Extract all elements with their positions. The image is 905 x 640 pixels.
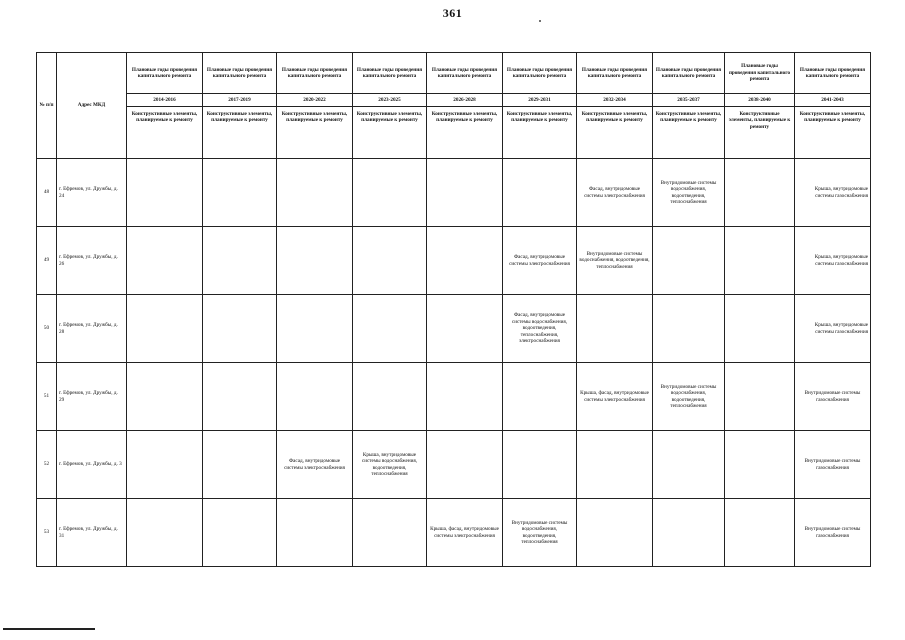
period-title: Плановые годы проведения капитального ремонта bbox=[427, 53, 503, 94]
repair-cell: Внутридомовые системы водоснабжения, водоотведения, теплоснабжения bbox=[653, 159, 725, 227]
table-row bbox=[37, 295, 871, 363]
repair-cell bbox=[725, 363, 795, 431]
repair-cell bbox=[127, 295, 203, 363]
row-address: г. Ефремов, ул. Дружбы, д. 3 bbox=[57, 431, 127, 499]
repair-cell: Внутридомовые системы газоснабжения bbox=[795, 363, 871, 431]
repair-cell bbox=[277, 499, 353, 567]
header-row-subtitles bbox=[37, 107, 871, 159]
period-title: Плановые годы проведения капитального ремонта bbox=[127, 53, 203, 94]
period-title: Плановые годы проведения капитального ремонта bbox=[795, 53, 871, 94]
repair-cell: Внутридомовые системы водоснабжения, водоотведения, теплоснабжения bbox=[653, 363, 725, 431]
period-subtitle: Конструктивные элементы, планируемые к ремонту bbox=[653, 107, 725, 159]
repair-cell bbox=[277, 227, 353, 295]
period-title: Плановые годы проведения капитального ремонта bbox=[277, 53, 353, 94]
period-subtitle: Конструктивные элементы, планируемые к ремонту bbox=[127, 107, 203, 159]
row-number: 53 bbox=[37, 499, 57, 567]
period-years: 2038-2040 bbox=[725, 94, 795, 107]
repair-cell: Крыша, внутридомовые системы водоснабжения, водоотведения, теплоснабжения bbox=[353, 431, 427, 499]
table-row bbox=[37, 499, 871, 567]
period-title: Плановые годы проведения капитального ремонта bbox=[577, 53, 653, 94]
repair-cell: Фасад, внутридомовые системы электроснабжения bbox=[277, 431, 353, 499]
repair-cell bbox=[127, 431, 203, 499]
period-subtitle: Конструктивные элементы, планируемые к ремонту bbox=[503, 107, 577, 159]
period-years: 2026-2028 bbox=[427, 94, 503, 107]
period-subtitle: Конструктивные элементы, планируемые к ремонту bbox=[577, 107, 653, 159]
period-years: 2035-2037 bbox=[653, 94, 725, 107]
repair-cell bbox=[503, 363, 577, 431]
row-address: г. Ефремов, ул. Дружбы, д. 29 bbox=[57, 363, 127, 431]
period-title: Плановые годы проведения капитального ремонта bbox=[653, 53, 725, 94]
capital-repair-schedule-table bbox=[36, 52, 871, 567]
period-years: 2029-2031 bbox=[503, 94, 577, 107]
repair-cell bbox=[277, 295, 353, 363]
repair-cell bbox=[277, 159, 353, 227]
repair-cell bbox=[427, 227, 503, 295]
period-years: 2041-2043 bbox=[795, 94, 871, 107]
repair-cell bbox=[577, 499, 653, 567]
repair-cell bbox=[203, 159, 277, 227]
period-title: Плановые годы проведения капитального ремонта bbox=[203, 53, 277, 94]
repair-cell bbox=[353, 295, 427, 363]
repair-cell: Внутридомовые системы газоснабжения bbox=[795, 499, 871, 567]
repair-cell bbox=[653, 295, 725, 363]
repair-cell bbox=[203, 431, 277, 499]
repair-cell bbox=[353, 227, 427, 295]
repair-cell bbox=[127, 227, 203, 295]
period-years: 2023-2025 bbox=[353, 94, 427, 107]
repair-cell bbox=[427, 431, 503, 499]
repair-cell: Крыша, внутридомовые системы газоснабжения bbox=[795, 227, 871, 295]
table-row bbox=[37, 159, 871, 227]
period-subtitle: Конструктивные элементы, планируемые к ремонту bbox=[353, 107, 427, 159]
repair-cell bbox=[653, 499, 725, 567]
repair-cell bbox=[353, 363, 427, 431]
row-number: 49 bbox=[37, 227, 57, 295]
repair-cell bbox=[577, 295, 653, 363]
repair-cell bbox=[127, 499, 203, 567]
period-years: 2014-2016 bbox=[127, 94, 203, 107]
table-row bbox=[37, 363, 871, 431]
repair-cell: Крыша, внутридомовые системы газоснабжения bbox=[795, 159, 871, 227]
table-row bbox=[37, 227, 871, 295]
column-header-address: Адрес МКД bbox=[57, 53, 127, 159]
repair-cell bbox=[653, 227, 725, 295]
row-number: 52 bbox=[37, 431, 57, 499]
repair-cell bbox=[127, 363, 203, 431]
row-number: 50 bbox=[37, 295, 57, 363]
repair-cell bbox=[203, 363, 277, 431]
page-number: 361 bbox=[442, 6, 463, 20]
repair-cell bbox=[277, 363, 353, 431]
repair-cell bbox=[203, 499, 277, 567]
repair-cell bbox=[427, 295, 503, 363]
period-years: 2020-2022 bbox=[277, 94, 353, 107]
repair-cell: Крыша, фасад, внутридомовые системы электроснабжения bbox=[577, 363, 653, 431]
header-row-years bbox=[37, 94, 871, 107]
table-row bbox=[37, 431, 871, 499]
repair-cell bbox=[725, 227, 795, 295]
repair-cell bbox=[725, 295, 795, 363]
repair-cell bbox=[427, 159, 503, 227]
repair-cell: Крыша, фасад, внутридомовые системы электроснабжения bbox=[427, 499, 503, 567]
header-row-titles bbox=[37, 53, 871, 94]
scan-speck bbox=[539, 20, 541, 22]
repair-cell: Внутридомовые системы газоснабжения bbox=[795, 431, 871, 499]
period-title: Плановые годы проведения капитального ремонта bbox=[725, 53, 795, 94]
repair-cell: Фасад, внутридомовые системы электроснабжения bbox=[503, 227, 577, 295]
period-years: 2032-2034 bbox=[577, 94, 653, 107]
repair-cell bbox=[653, 431, 725, 499]
repair-cell bbox=[203, 295, 277, 363]
repair-cell bbox=[725, 499, 795, 567]
row-number: 51 bbox=[37, 363, 57, 431]
row-address: г. Ефремов, ул. Дружбы, д. 26 bbox=[57, 227, 127, 295]
repair-cell bbox=[427, 363, 503, 431]
row-address: г. Ефремов, ул. Дружбы, д. 24 bbox=[57, 159, 127, 227]
scan-edge-line bbox=[3, 628, 95, 630]
period-title: Плановые годы проведения капитального ремонта bbox=[503, 53, 577, 94]
column-header-number: № п/п bbox=[37, 53, 57, 159]
repair-cell: Внутридомовые системы водоснабжения, водоотведения, теплоснабжения bbox=[503, 499, 577, 567]
repair-cell bbox=[503, 431, 577, 499]
repair-cell bbox=[725, 431, 795, 499]
repair-cell bbox=[725, 159, 795, 227]
period-subtitle: Конструктивные элементы, планируемые к ремонту bbox=[277, 107, 353, 159]
row-address: г. Ефремов, ул. Дружбы, д. 31 bbox=[57, 499, 127, 567]
repair-cell bbox=[127, 159, 203, 227]
row-number: 48 bbox=[37, 159, 57, 227]
period-subtitle: Конструктивные элементы, планируемые к ремонту bbox=[725, 107, 795, 159]
period-subtitle: Конструктивные элементы, планируемые к ремонту bbox=[795, 107, 871, 159]
period-subtitle: Конструктивные элементы, планируемые к ремонту bbox=[203, 107, 277, 159]
repair-cell bbox=[353, 159, 427, 227]
repair-cell bbox=[203, 227, 277, 295]
period-subtitle: Конструктивные элементы, планируемые к ремонту bbox=[427, 107, 503, 159]
period-years: 2017-2019 bbox=[203, 94, 277, 107]
repair-cell: Фасад, внутридомовые системы водоснабжения, водоотведения, теплоснабжения, электроснабжения bbox=[503, 295, 577, 363]
row-address: г. Ефремов, ул. Дружбы, д. 28 bbox=[57, 295, 127, 363]
repair-cell: Фасад, внутридомовые системы электроснабжения bbox=[577, 159, 653, 227]
repair-cell: Крыша, внутридомовые системы газоснабжения bbox=[795, 295, 871, 363]
repair-cell bbox=[577, 431, 653, 499]
repair-cell bbox=[503, 159, 577, 227]
period-title: Плановые годы проведения капитального ремонта bbox=[353, 53, 427, 94]
repair-cell: Внутридомовые системы водоснабжения, водоотведения, теплоснабжения bbox=[577, 227, 653, 295]
repair-cell bbox=[353, 499, 427, 567]
